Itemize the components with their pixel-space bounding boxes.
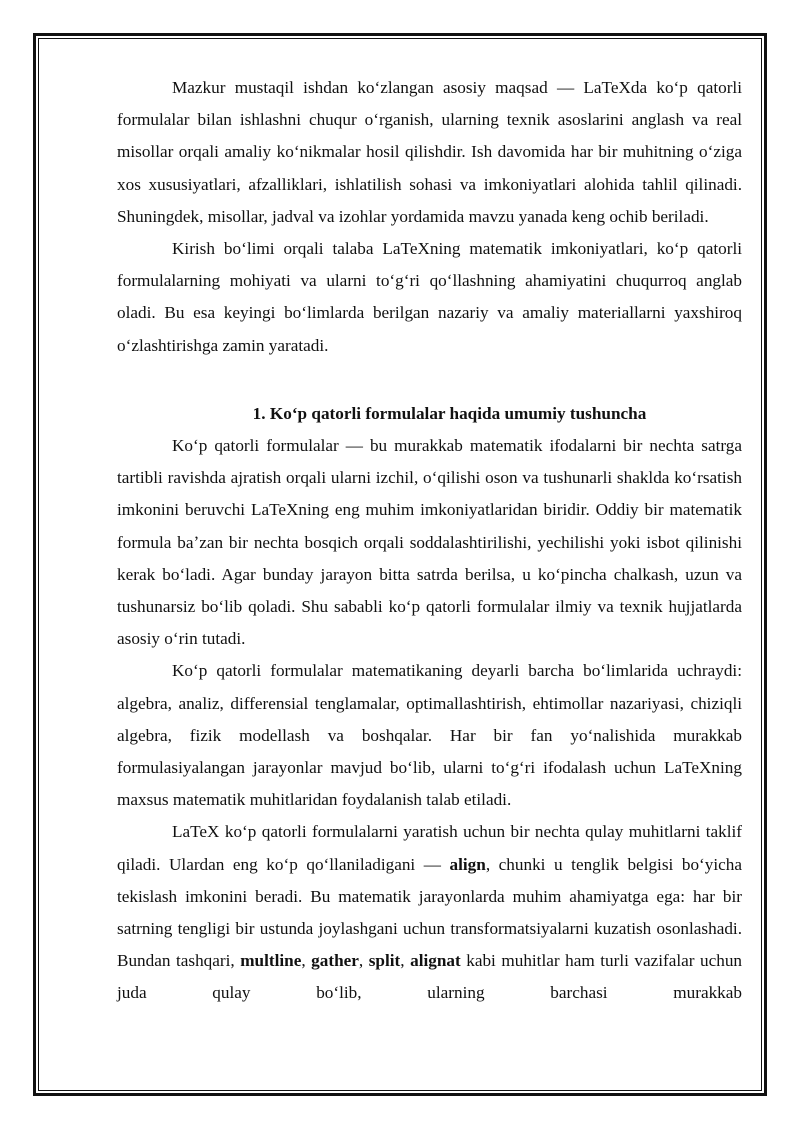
section-paragraph-3 (117, 816, 742, 1009)
section-paragraph-1: Koʻp qatorli formulalar — bu murakkab matematik ifodalarni bir nechta satrga tartibli ravishda ajratish orqali ularni izchil, oʻqilishi oson va tushunarli shaklda koʻrsatish imkonini beruvchi LaTeXning eng muhim imkoniyatlaridan biridir. Oddiy bir matematik formula baʼzan bir nechta bosqich orqali soddalashtirilishi, yechilishi yoki isbot qilinishi kerak boʻladi. Agar bunday jarayon bitta satrda berilsa, u koʻpincha chalkash, uzun va tushunarsiz boʻlib qoladi. Shu sababli koʻp qatorli formulalar ilmiy va texnik hujjatlarda asosiy oʻrin tutadi. (117, 436, 742, 649)
separator: , (358, 951, 369, 971)
section-spacer (117, 362, 742, 398)
paragraph-text: LaTeX koʻp qatorli formulalarni yaratish uchun bir nechta qulay muhitlarni taklif qiladi. Ulardan eng koʻp qoʻllaniladigani — (117, 822, 742, 874)
intro-paragraph-2: Kirish boʻlimi orqali talaba LaTeXning matematik imkoniyatlari, koʻp qatorli formulalarning mohiyati va ularni toʻgʻri qoʻllashning ahamiyatini chuqurroq anglab oladi. Bu esa keyingi boʻlimlarda berilgan nazariy va amaliy materiallarni yaxshiroq oʻzlashtirishga zamin yaratadi. (117, 239, 742, 355)
env-name-alignat: alignat (410, 951, 461, 971)
env-name-multline: multline (240, 951, 302, 971)
separator: , (301, 951, 312, 971)
paragraph-text: , chunki u tenglik belgisi boʻyicha tekislash imkonini beradi. Bu matematik jarayonlarda muhim ahamiyatga ega: har bir satrning tengligi bir ustunda joylashgani uchun transformatsiyalarni kuzatish osonlashadi. Bundan tashqari, (117, 854, 742, 971)
section-paragraph-2: Koʻp qatorli formulalar matematikaning deyarli barcha boʻlimlarida uchraydi: algebra, analiz, differensial tenglamalar, optimallashtirish, ehtimollar nazariyasi, chiziqli algebra, fizik modellash va boshqalar. Har bir fan yoʻnalishida murakkab formulasiyalangan jarayonlar mavjud boʻlib, ularni toʻgʻri ifodalash uchun LaTeXning maxsus matematik muhitlaridan foydalanish talab etiladi. (117, 661, 742, 810)
separator: , (400, 951, 411, 971)
env-name-gather: gather (311, 951, 359, 971)
env-name-split: split (368, 951, 401, 971)
document-body (117, 72, 742, 1010)
env-name-align: align (449, 854, 486, 874)
section-heading: 1. Koʻp qatorli formulalar haqida umumiy tushuncha (252, 403, 647, 423)
paragraph-text: kabi muhitlar ham turli vazifalar uchun juda qulay boʻlib, ularning barchasi murakkab (117, 951, 743, 1003)
intro-paragraph-1: Mazkur mustaqil ishdan koʻzlangan asosiy maqsad — LaTeXda koʻp qatorli formulalar bilan ishlashni chuqur oʻrganish, ularning texnik asoslarini anglash va real misollar orqali amaliy koʻnikmalar hosil qilishdir. Ish davomida har bir muhitning oʻziga xos xususiyatlari, afzalliklari, ishlatilish sohasi va imkoniyatlari alohida tahlil qilinadi. Shuningdek, misollar, jadval va izohlar yordamida mavzu yanada keng ochib beriladi. (117, 78, 742, 226)
